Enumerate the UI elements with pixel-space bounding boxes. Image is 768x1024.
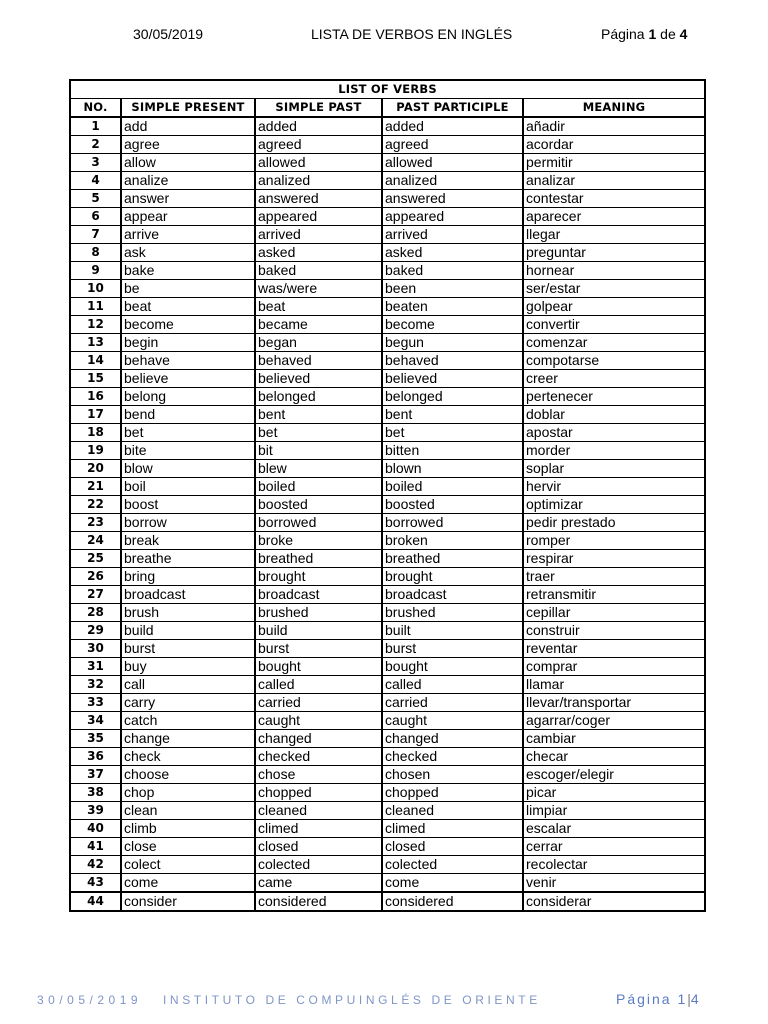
header-page-middle: de xyxy=(656,26,680,42)
table-row xyxy=(70,424,705,442)
footer-institute: INSTITUTO DE COMPUINGLÉS DE ORIENTE xyxy=(163,993,541,1007)
row-number: 38 xyxy=(70,784,121,802)
simple-past-cell: baked xyxy=(255,262,382,280)
column-header-simple-present: SIMPLE PRESENT xyxy=(121,99,255,118)
meaning-cell: traer xyxy=(523,568,705,586)
simple-past-cell: beat xyxy=(255,298,382,316)
past-participle-cell: bitten xyxy=(382,442,523,460)
table-row xyxy=(70,838,705,856)
past-participle-cell: allowed xyxy=(382,154,523,172)
simple-past-cell: began xyxy=(255,334,382,352)
header-page-total: 4 xyxy=(679,26,688,42)
table-row xyxy=(70,172,705,190)
row-number: 13 xyxy=(70,334,121,352)
row-number: 18 xyxy=(70,424,121,442)
row-number: 32 xyxy=(70,676,121,694)
meaning-cell: comenzar xyxy=(523,334,705,352)
past-participle-cell: built xyxy=(382,622,523,640)
meaning-cell: preguntar xyxy=(523,244,705,262)
table-row xyxy=(70,244,705,262)
meaning-cell: contestar xyxy=(523,190,705,208)
meaning-cell: creer xyxy=(523,370,705,388)
simple-present-cell: bet xyxy=(121,424,255,442)
simple-past-cell: boiled xyxy=(255,478,382,496)
row-number: 8 xyxy=(70,244,121,262)
simple-present-cell: catch xyxy=(121,712,255,730)
past-participle-cell: begun xyxy=(382,334,523,352)
table-row xyxy=(70,352,705,370)
row-number: 14 xyxy=(70,352,121,370)
simple-past-cell: cleaned xyxy=(255,802,382,820)
past-participle-cell: been xyxy=(382,280,523,298)
simple-present-cell: be xyxy=(121,280,255,298)
meaning-cell: ser/estar xyxy=(523,280,705,298)
footer-page-number xyxy=(616,991,701,1007)
table-row xyxy=(70,316,705,334)
row-number: 40 xyxy=(70,820,121,838)
meaning-cell: analizar xyxy=(523,172,705,190)
simple-present-cell: belong xyxy=(121,388,255,406)
meaning-cell: checar xyxy=(523,748,705,766)
past-participle-cell: added xyxy=(382,117,523,136)
simple-present-cell: close xyxy=(121,838,255,856)
table-row xyxy=(70,532,705,550)
meaning-cell: agarrar/coger xyxy=(523,712,705,730)
past-participle-cell: carried xyxy=(382,694,523,712)
simple-past-cell: arrived xyxy=(255,226,382,244)
simple-present-cell: buy xyxy=(121,658,255,676)
table-row xyxy=(70,604,705,622)
table-header-row xyxy=(70,99,705,118)
past-participle-cell: called xyxy=(382,676,523,694)
simple-present-cell: chop xyxy=(121,784,255,802)
past-participle-cell: blown xyxy=(382,460,523,478)
simple-past-cell: answered xyxy=(255,190,382,208)
meaning-cell: romper xyxy=(523,532,705,550)
simple-present-cell: believe xyxy=(121,370,255,388)
past-participle-cell: appeared xyxy=(382,208,523,226)
row-number: 24 xyxy=(70,532,121,550)
simple-present-cell: carry xyxy=(121,694,255,712)
table-row xyxy=(70,748,705,766)
row-number: 4 xyxy=(70,172,121,190)
simple-present-cell: agree xyxy=(121,136,255,154)
simple-past-cell: appeared xyxy=(255,208,382,226)
footer-page-current: 1 xyxy=(677,991,688,1007)
table-row xyxy=(70,676,705,694)
simple-present-cell: behave xyxy=(121,352,255,370)
table-body xyxy=(70,117,705,911)
meaning-cell: picar xyxy=(523,784,705,802)
simple-present-cell: bend xyxy=(121,406,255,424)
table-row xyxy=(70,190,705,208)
simple-present-cell: brush xyxy=(121,604,255,622)
table-row xyxy=(70,820,705,838)
simple-past-cell: bet xyxy=(255,424,382,442)
past-participle-cell: chopped xyxy=(382,784,523,802)
simple-present-cell: break xyxy=(121,532,255,550)
simple-present-cell: appear xyxy=(121,208,255,226)
past-participle-cell: bet xyxy=(382,424,523,442)
simple-present-cell: become xyxy=(121,316,255,334)
past-participle-cell: arrived xyxy=(382,226,523,244)
past-participle-cell: bent xyxy=(382,406,523,424)
header-date: 30/05/2019 xyxy=(133,26,204,42)
table-row xyxy=(70,208,705,226)
table-row xyxy=(70,658,705,676)
simple-present-cell: bake xyxy=(121,262,255,280)
simple-present-cell: clean xyxy=(121,802,255,820)
table-row xyxy=(70,136,705,154)
past-participle-cell: closed xyxy=(382,838,523,856)
past-participle-cell: bought xyxy=(382,658,523,676)
meaning-cell: recolectar xyxy=(523,856,705,874)
past-participle-cell: caught xyxy=(382,712,523,730)
row-number: 26 xyxy=(70,568,121,586)
row-number: 16 xyxy=(70,388,121,406)
simple-past-cell: broadcast xyxy=(255,586,382,604)
table-row xyxy=(70,514,705,532)
row-number: 12 xyxy=(70,316,121,334)
simple-present-cell: change xyxy=(121,730,255,748)
table-row xyxy=(70,442,705,460)
past-participle-cell: checked xyxy=(382,748,523,766)
meaning-cell: doblar xyxy=(523,406,705,424)
meaning-cell: retransmitir xyxy=(523,586,705,604)
meaning-cell: compotarse xyxy=(523,352,705,370)
meaning-cell: considerar xyxy=(523,892,705,911)
simple-present-cell: answer xyxy=(121,190,255,208)
column-header-past-participle: PAST PARTICIPLE xyxy=(382,99,523,118)
simple-present-cell: check xyxy=(121,748,255,766)
table-row xyxy=(70,226,705,244)
simple-present-cell: analize xyxy=(121,172,255,190)
past-participle-cell: belonged xyxy=(382,388,523,406)
meaning-cell: pedir prestado xyxy=(523,514,705,532)
simple-past-cell: came xyxy=(255,874,382,893)
meaning-cell: aparecer xyxy=(523,208,705,226)
simple-present-cell: boil xyxy=(121,478,255,496)
footer-page-word: Página xyxy=(616,991,678,1007)
simple-past-cell: borrowed xyxy=(255,514,382,532)
row-number: 44 xyxy=(70,892,121,911)
page-footer xyxy=(0,991,768,1011)
table-row xyxy=(70,496,705,514)
row-number: 15 xyxy=(70,370,121,388)
past-participle-cell: behaved xyxy=(382,352,523,370)
simple-past-cell: boosted xyxy=(255,496,382,514)
row-number: 20 xyxy=(70,460,121,478)
simple-present-cell: bring xyxy=(121,568,255,586)
past-participle-cell: chosen xyxy=(382,766,523,784)
row-number: 27 xyxy=(70,586,121,604)
simple-past-cell: was/were xyxy=(255,280,382,298)
table-row xyxy=(70,802,705,820)
meaning-cell: convertir xyxy=(523,316,705,334)
table-row xyxy=(70,406,705,424)
row-number: 3 xyxy=(70,154,121,172)
verbs-table xyxy=(69,79,706,912)
row-number: 22 xyxy=(70,496,121,514)
row-number: 35 xyxy=(70,730,121,748)
header-page-number xyxy=(601,26,687,42)
simple-past-cell: added xyxy=(255,117,382,136)
simple-past-cell: carried xyxy=(255,694,382,712)
row-number: 7 xyxy=(70,226,121,244)
row-number: 42 xyxy=(70,856,121,874)
table-row xyxy=(70,694,705,712)
row-number: 39 xyxy=(70,802,121,820)
simple-past-cell: caught xyxy=(255,712,382,730)
table-row xyxy=(70,712,705,730)
table-row xyxy=(70,280,705,298)
simple-past-cell: became xyxy=(255,316,382,334)
table-row xyxy=(70,117,705,136)
past-participle-cell: climed xyxy=(382,820,523,838)
table-caption: LIST OF VERBS xyxy=(70,80,705,99)
simple-past-cell: chopped xyxy=(255,784,382,802)
row-number: 25 xyxy=(70,550,121,568)
simple-past-cell: checked xyxy=(255,748,382,766)
simple-past-cell: considered xyxy=(255,892,382,911)
meaning-cell: cerrar xyxy=(523,838,705,856)
past-participle-cell: brought xyxy=(382,568,523,586)
simple-present-cell: breathe xyxy=(121,550,255,568)
simple-present-cell: begin xyxy=(121,334,255,352)
meaning-cell: apostar xyxy=(523,424,705,442)
header-page-current: 1 xyxy=(648,26,657,42)
row-number: 37 xyxy=(70,766,121,784)
table-row xyxy=(70,640,705,658)
past-participle-cell: colected xyxy=(382,856,523,874)
simple-past-cell: burst xyxy=(255,640,382,658)
row-number: 9 xyxy=(70,262,121,280)
past-participle-cell: become xyxy=(382,316,523,334)
footer-separator: | xyxy=(687,991,691,1007)
past-participle-cell: analized xyxy=(382,172,523,190)
simple-present-cell: come xyxy=(121,874,255,893)
meaning-cell: optimizar xyxy=(523,496,705,514)
row-number: 41 xyxy=(70,838,121,856)
column-header-meaning: MEANING xyxy=(523,99,705,118)
simple-present-cell: arrive xyxy=(121,226,255,244)
meaning-cell: añadir xyxy=(523,117,705,136)
row-number: 34 xyxy=(70,712,121,730)
table-row xyxy=(70,784,705,802)
row-number: 36 xyxy=(70,748,121,766)
simple-present-cell: borrow xyxy=(121,514,255,532)
simple-past-cell: behaved xyxy=(255,352,382,370)
simple-present-cell: colect xyxy=(121,856,255,874)
simple-present-cell: beat xyxy=(121,298,255,316)
simple-past-cell: brought xyxy=(255,568,382,586)
meaning-cell: venir xyxy=(523,874,705,893)
simple-past-cell: changed xyxy=(255,730,382,748)
meaning-cell: soplar xyxy=(523,460,705,478)
simple-past-cell: called xyxy=(255,676,382,694)
meaning-cell: llevar/transportar xyxy=(523,694,705,712)
table-row xyxy=(70,388,705,406)
simple-past-cell: bit xyxy=(255,442,382,460)
row-number: 28 xyxy=(70,604,121,622)
row-number: 11 xyxy=(70,298,121,316)
table-row xyxy=(70,568,705,586)
table-row xyxy=(70,334,705,352)
meaning-cell: golpear xyxy=(523,298,705,316)
meaning-cell: acordar xyxy=(523,136,705,154)
table-row xyxy=(70,856,705,874)
row-number: 5 xyxy=(70,190,121,208)
past-participle-cell: baked xyxy=(382,262,523,280)
simple-past-cell: breathed xyxy=(255,550,382,568)
past-participle-cell: asked xyxy=(382,244,523,262)
column-header-number: NO. xyxy=(70,99,121,118)
simple-present-cell: allow xyxy=(121,154,255,172)
past-participle-cell: broken xyxy=(382,532,523,550)
row-number: 2 xyxy=(70,136,121,154)
row-number: 10 xyxy=(70,280,121,298)
simple-present-cell: build xyxy=(121,622,255,640)
table-row xyxy=(70,460,705,478)
meaning-cell: llamar xyxy=(523,676,705,694)
past-participle-cell: agreed xyxy=(382,136,523,154)
header-page-prefix: Página xyxy=(601,26,649,42)
simple-past-cell: closed xyxy=(255,838,382,856)
past-participle-cell: cleaned xyxy=(382,802,523,820)
document-title: LISTA DE VERBOS EN INGLÉS xyxy=(311,26,513,42)
simple-past-cell: asked xyxy=(255,244,382,262)
table-row xyxy=(70,154,705,172)
past-participle-cell: beaten xyxy=(382,298,523,316)
past-participle-cell: boosted xyxy=(382,496,523,514)
simple-past-cell: colected xyxy=(255,856,382,874)
meaning-cell: escoger/elegir xyxy=(523,766,705,784)
simple-past-cell: blew xyxy=(255,460,382,478)
table-row xyxy=(70,262,705,280)
meaning-cell: construir xyxy=(523,622,705,640)
meaning-cell: cambiar xyxy=(523,730,705,748)
simple-present-cell: consider xyxy=(121,892,255,911)
simple-past-cell: bought xyxy=(255,658,382,676)
past-participle-cell: breathed xyxy=(382,550,523,568)
row-number: 31 xyxy=(70,658,121,676)
table-row xyxy=(70,730,705,748)
table-row xyxy=(70,892,705,911)
row-number: 29 xyxy=(70,622,121,640)
meaning-cell: respirar xyxy=(523,550,705,568)
past-participle-cell: broadcast xyxy=(382,586,523,604)
simple-present-cell: broadcast xyxy=(121,586,255,604)
simple-present-cell: blow xyxy=(121,460,255,478)
table-row xyxy=(70,622,705,640)
footer-date: 30/05/2019 xyxy=(37,993,143,1007)
meaning-cell: comprar xyxy=(523,658,705,676)
simple-present-cell: add xyxy=(121,117,255,136)
row-number: 1 xyxy=(70,117,121,136)
simple-past-cell: climed xyxy=(255,820,382,838)
meaning-cell: permitir xyxy=(523,154,705,172)
simple-past-cell: agreed xyxy=(255,136,382,154)
simple-present-cell: burst xyxy=(121,640,255,658)
past-participle-cell: boiled xyxy=(382,478,523,496)
simple-present-cell: climb xyxy=(121,820,255,838)
past-participle-cell: considered xyxy=(382,892,523,911)
row-number: 23 xyxy=(70,514,121,532)
table-row xyxy=(70,766,705,784)
row-number: 33 xyxy=(70,694,121,712)
table-row xyxy=(70,370,705,388)
meaning-cell: morder xyxy=(523,442,705,460)
page-header xyxy=(0,26,768,46)
meaning-cell: limpiar xyxy=(523,802,705,820)
footer-page-total: 4 xyxy=(690,991,701,1007)
row-number: 17 xyxy=(70,406,121,424)
simple-present-cell: ask xyxy=(121,244,255,262)
row-number: 19 xyxy=(70,442,121,460)
past-participle-cell: come xyxy=(382,874,523,893)
row-number: 30 xyxy=(70,640,121,658)
meaning-cell: reventar xyxy=(523,640,705,658)
simple-past-cell: analized xyxy=(255,172,382,190)
table-row xyxy=(70,586,705,604)
simple-past-cell: believed xyxy=(255,370,382,388)
row-number: 6 xyxy=(70,208,121,226)
simple-past-cell: allowed xyxy=(255,154,382,172)
meaning-cell: cepillar xyxy=(523,604,705,622)
simple-present-cell: boost xyxy=(121,496,255,514)
past-participle-cell: borrowed xyxy=(382,514,523,532)
meaning-cell: hornear xyxy=(523,262,705,280)
column-header-simple-past: SIMPLE PAST xyxy=(255,99,382,118)
simple-past-cell: chose xyxy=(255,766,382,784)
table-row xyxy=(70,874,705,893)
meaning-cell: hervir xyxy=(523,478,705,496)
simple-past-cell: brushed xyxy=(255,604,382,622)
row-number: 43 xyxy=(70,874,121,893)
simple-past-cell: bent xyxy=(255,406,382,424)
past-participle-cell: believed xyxy=(382,370,523,388)
table-row xyxy=(70,478,705,496)
simple-past-cell: belonged xyxy=(255,388,382,406)
simple-present-cell: call xyxy=(121,676,255,694)
simple-past-cell: broke xyxy=(255,532,382,550)
past-participle-cell: changed xyxy=(382,730,523,748)
past-participle-cell: brushed xyxy=(382,604,523,622)
meaning-cell: escalar xyxy=(523,820,705,838)
simple-present-cell: bite xyxy=(121,442,255,460)
row-number: 21 xyxy=(70,478,121,496)
meaning-cell: pertenecer xyxy=(523,388,705,406)
meaning-cell: llegar xyxy=(523,226,705,244)
past-participle-cell: answered xyxy=(382,190,523,208)
simple-present-cell: choose xyxy=(121,766,255,784)
simple-past-cell: build xyxy=(255,622,382,640)
table-row xyxy=(70,298,705,316)
past-participle-cell: burst xyxy=(382,640,523,658)
table-row xyxy=(70,550,705,568)
